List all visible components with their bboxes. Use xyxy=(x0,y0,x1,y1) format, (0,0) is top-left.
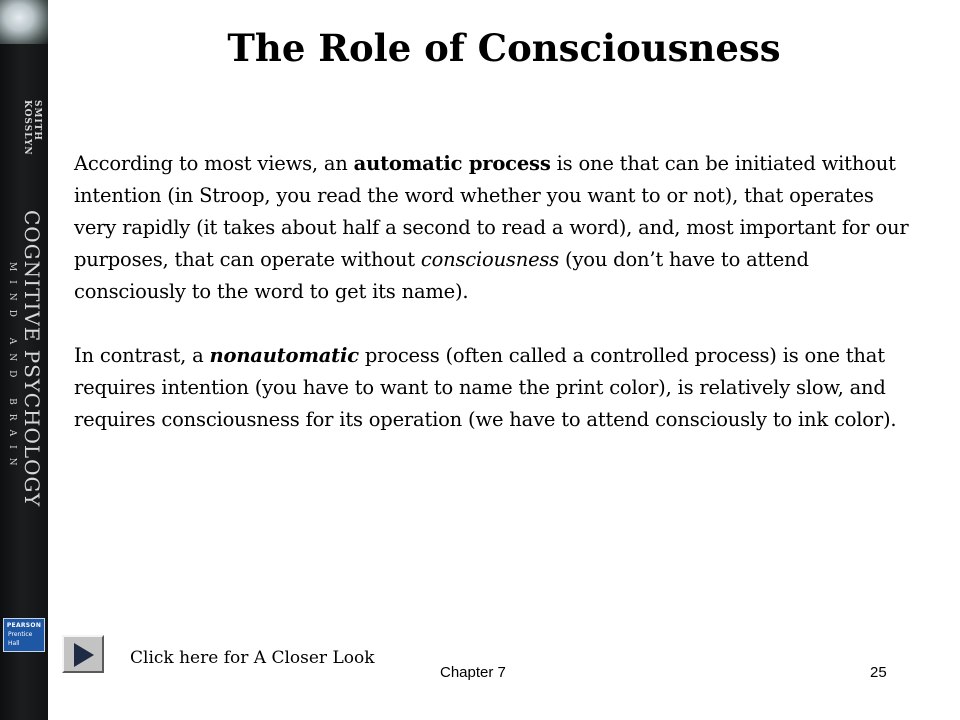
p1-text-end: (you don’t have to attend consciously to the word to get its name). xyxy=(74,248,809,303)
cover-art-thumbnail xyxy=(0,0,48,44)
paragraph-automatic xyxy=(74,148,919,308)
pearson-logo xyxy=(3,618,45,652)
paragraph-nonautomatic xyxy=(74,340,919,436)
spine-book-title: COGNITIVE PSYCHOLOGY xyxy=(20,210,44,508)
publisher-imprint-1: Prentice xyxy=(8,631,33,638)
slide-body xyxy=(74,148,919,436)
term-consciousness: consciousness xyxy=(420,248,560,271)
p2-text-end: process (often called a controlled process) is one that requires intention (you have to want to name the print color), is relatively slow, and requires consciousness for its operation (we have to attend consciously to ink color). xyxy=(74,344,897,431)
term-nonautomatic: nonautomatic xyxy=(209,344,359,367)
page-number: 25 xyxy=(870,664,887,681)
term-automatic-process: automatic process xyxy=(353,152,551,175)
p2-text-start: In contrast, a xyxy=(74,344,210,367)
slide-title: The Role of Consciousness xyxy=(227,26,781,70)
p1-text-middle: is one that can be initiated without intention (in Stroop, you read the word whether you want to or not), that operates very rapidly (it takes about half a second to read a word), and, most important for our purposes, that can operate without xyxy=(74,152,909,271)
book-spine-sidebar xyxy=(0,0,48,720)
spine-author-1: SMITH xyxy=(32,100,42,141)
spine-author-2: KOSSLYN xyxy=(22,100,32,156)
play-triangle-icon xyxy=(72,642,96,668)
closer-look-link[interactable]: Click here for A Closer Look xyxy=(130,648,375,668)
publisher-name: PEARSON xyxy=(6,622,42,629)
chapter-label: Chapter 7 xyxy=(440,664,506,681)
publisher-imprint-2: Hall xyxy=(8,640,20,647)
spine-book-subtitle: MIND AND BRAIN xyxy=(7,262,17,475)
closer-look-button[interactable] xyxy=(62,635,104,673)
p1-text-start: According to most views, an xyxy=(74,152,354,175)
spine-authors xyxy=(22,100,42,156)
